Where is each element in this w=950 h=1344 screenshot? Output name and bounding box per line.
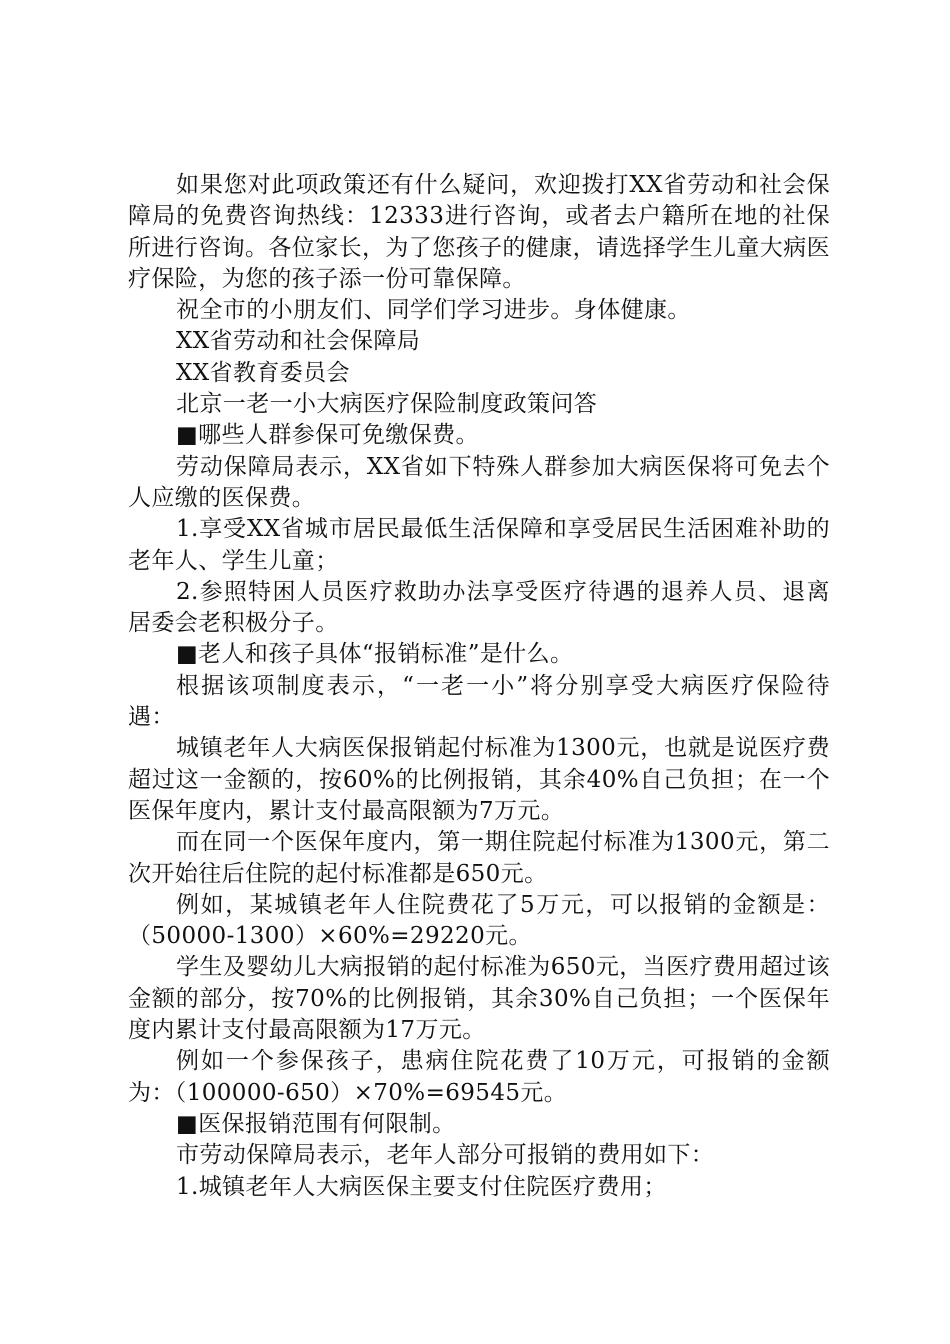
paragraph-children-standard: 学生及婴幼儿大病报销的起付标准为650元，当医疗费用超过该金额的部分，按70%的比例报销，其余30%自己负担；一个医保年度内累计支付最高限额为17万元。 <box>128 954 830 1044</box>
paragraph-reimbursement-intro: 根据该项制度表示，“一老一小”将分别享受大病医疗保险待遇： <box>128 672 830 731</box>
signature-labor-bureau: XX省劳动和社会保障局 <box>176 328 421 355</box>
paragraph-exemption-intro: 劳动保障局表示，XX省如下特殊人群参加大病医保将可免去个人应缴的医保费。 <box>128 453 830 511</box>
list-item-exemption-1: 1.享受XX省城市居民最低生活保障和享受居民生活困难补助的老年人、学生儿童； <box>128 516 830 574</box>
paragraph-hospitalization-threshold: 而在同一个医保年度内，第一期住院起付标准为1300元，第二次开始往后住院的起付标准都是650元。 <box>128 829 830 887</box>
paragraph-wishes: 祝全市的小朋友们、同学们学习进步。身体健康。 <box>176 297 691 324</box>
paragraph-elderly-example: 例如，某城镇老年人住院费花了5万元，可以报销的金额是：（50000-1300）×60%=29220元。 <box>128 891 830 950</box>
signature-education-committee: XX省教育委员会 <box>176 359 350 386</box>
list-item-scope-1: 1.城镇老年人大病医保主要支付住院医疗费用； <box>176 1173 667 1200</box>
paragraph-scope-intro: 市劳动保障局表示，老年人部分可报销的费用如下： <box>176 1142 715 1169</box>
question-heading-reimbursement: ■老人和孩子具体“报销标准”是什么。 <box>176 641 574 668</box>
paragraph-elderly-standard: 城镇老年人大病医保报销起付标准为1300元，也就是说医疗费超过这一金额的，按60%的比例报销，其余40%自己负担；在一个医保年度内，累计支付最高限额为7万元。 <box>128 735 830 824</box>
question-heading-exemption: ■哪些人群参保可免缴保费。 <box>176 422 479 449</box>
section-title: 北京一老一小大病医疗保险制度政策问答 <box>176 391 598 418</box>
document-body <box>128 170 830 1203</box>
question-heading-scope: ■医保报销范围有何限制。 <box>176 1110 456 1137</box>
paragraph-consultation: 如果您对此项政策还有什么疑问，欢迎拨打XX省劳动和社会保障局的免费咨询热线：12333进行咨询，或者去户籍所在地的社保所进行咨询。各位家长，为了您孩子的健康，请选择学生儿童大病医疗保险，为您的孩子添一份可靠保障。 <box>128 172 830 292</box>
list-item-exemption-2: 2.参照特困人员医疗救助办法享受医疗待遇的退养人员、退离居委会老积极分子。 <box>128 578 830 637</box>
paragraph-children-example: 例如一个参保孩子，患病住院花费了10万元，可报销的金额为：（100000-650）×70%=69545元。 <box>128 1048 830 1106</box>
